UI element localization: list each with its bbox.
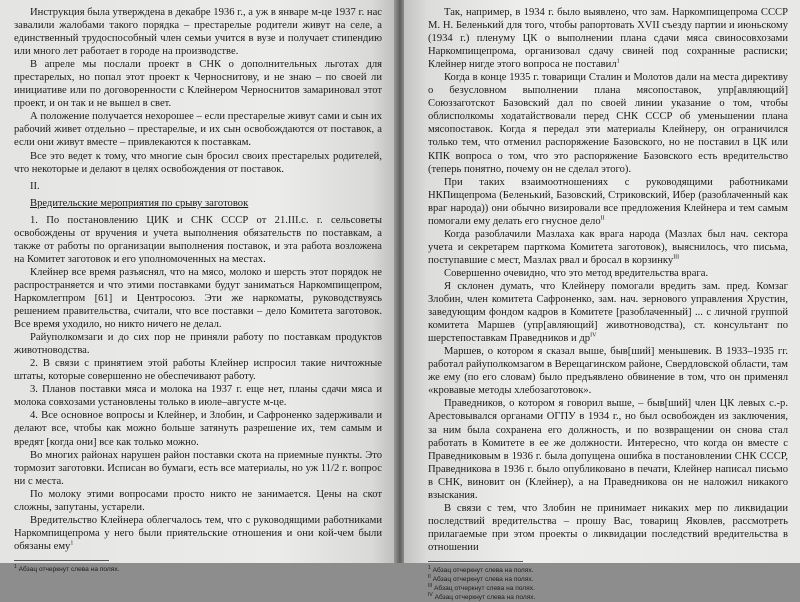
footnote-ref: II [600,215,605,222]
footnote-ref: 1 [616,58,620,65]
footnote [14,565,382,574]
footnote-text: Абзац отчеркнут слева на полях. [432,566,534,574]
footnote-text: Абзац отчеркнут слева на полях. [432,575,534,583]
right-paragraph: В связи с тем, что Злобин не принимает никаких мер по ликвидации последствий вредительства – прошу Вас, товарищ Яковлев, рассмотреть прилагаемые при этом проекты о ликвидации последствий вредительства в отношении [428,502,788,553]
left-paragraph: По молоку этими вопросами просто никто не занимается. Цены на скот сложны, запутаны, устарели. [14,488,382,513]
left-paragraph: Инструкция была утверждена в декабре 1936 г., а уж в январе м-це 1937 г. нас завалили жалобами такого порядка – престарелые родители живут на селе, а единственный трудоспособный член семьи учится в вузе и получает стипендию или много лет работает в городе на производстве. [14,7,382,58]
right-paragraph [428,280,788,345]
left-paragraph: 3. Планов поставки мяса и молока на 1937 г. еще нет, планы сдачи мяса и молока совхозами установлены только в июле–августе м-це. [14,384,382,409]
right-page [404,0,800,601]
footnote-marker: 1 [14,563,17,570]
footnote [428,566,788,575]
footnote-marker: IV [428,591,433,598]
footnote-separator [14,560,109,561]
right-paragraph [428,228,788,267]
right-paragraph: Маршев, о котором я сказал выше, быв[ший] меньшевик. В 1933–1935 гг. работал райуполкомзагом в Верещагинском районе, Свердловской области, там же ему (по его словам) было предъявлено обвинение в том, что он применял «кровавые методы хлебозаготовок». [428,346,788,397]
footnote-ref: IV [590,332,597,339]
paragraph-text: При таких взаимоотношениях с руководящими работниками НКПищепрома (Беленький, Базовский, Стриковский, Ибер (разоблаченный как враг народа)) они обычно визировали все предложения Клейнера и тем самым помогали ему делать его гнусное дело [428,176,788,227]
left-page [0,0,396,573]
right-paragraph: Совершенно очевидно, что это метод вредительства врага. [444,267,709,279]
left-paragraph: 1. По постановлению ЦИК и СНК СССР от 21.III.с. г. сельсоветы освобождены от вручения и учета выполнения обязательств по поставкам, а также от работы по организации выполнения поставок, и эта работа возложена на Комитет заготовок и его уполномоченных на местах. [14,214,382,265]
left-paragraph [14,514,382,553]
paragraph-text: Вредительство Клейнера облегчалось тем, что с руководящими работниками Наркомпищепрома у него были приятельские отношения и они кой-чем были обязаны ему [14,514,382,552]
paragraph-text: Так, например, в 1934 г. было выявлено, что зам. Наркомпищепрома СССР М. Н. Беленький для того, чтобы рапортовать XVII съезду партии и июньскому (1934 г.) пленуму ЦК о выполнении плана сдачи мяса свиносовхозами Наркомпищепрома, организовал сдачу свиней под сохранные расписки; Клейнер нигде этого вопроса не поставил [428,7,788,71]
left-paragraph: А положение получается нехорошее – если престарелые живут сами и сын их рабочий живет отдельно – престарелые, и их сын освобождаются от поставок, а если они живут вместе – привлекаются к поставкам. [14,111,382,149]
footnote-text: Абзац отчеркнут слева на полях. [434,584,535,592]
left-paragraph: Клейнер все время разъяснял, что на мясо, молоко и шерсть этот порядок не распространяется и что этими поставками будут заниматься Наркомпищепром, Наркомлегпром [61] и Центросоюз. Эти же наркоматы, руководствуясь решением правительства, считали, что все поставки – дело Комитета заготовок. Все время уходило, но никто ничего не делал. [14,266,382,331]
footnote-marker: 1 [428,564,431,571]
section-title: Вредительские мероприятия по срыву заготовок [30,197,249,209]
footnote [428,593,788,602]
left-paragraph: 2. В связи с принятием этой работы Клейнер испросил такие ничтожные штаты, которые совершенно не обеспечивают работу. [14,358,382,383]
left-paragraph: Райуполкомзаги и до сих пор не приняли работу по поставкам продуктов животноводства. [14,332,382,357]
right-paragraph [428,176,788,228]
paragraph-text: Когда разоблачили Мазлаха как врага народа (Мазлах был нач. сектора учета и секретарем парткома Комитета заготовок), выяснилось, что письма, поступавшие с мест, Мазлах рвал и бросал в корзинку [428,228,788,266]
right-paragraph: Когда в конце 1935 г. товарищи Сталин и Молотов дали на места директиву о безусловном выполнении плана мясопоставок, упр[авляющий] Союззаготскот Базовский дал по своей линии указание о том, чтобы облисполкомы ходатайствовали перед СНК СССР об уменьшении плана мясопоставок. Когда я передал эти материалы Клейнеру, он ограничился только тем, что отменил распоряжение Базовского, но не поставил в ЦК или КПК вопроса о том, что это распоряжение Базовского есть вредительство (теперь понятно, почему он не сделал этого). [428,72,788,175]
left-paragraph: Все это ведет к тому, что многие сын бросил своих престарелых родителей, что некоторые и делают в целях освобождения от поставок. [14,150,382,175]
left-paragraph: 4. Все основное вопросы и Клейнер, и Злобин, и Сафроненко задерживали и делают все, чтобы как можно больше затянуть разрешение их, тем самым и вредят [когда они] все как только можно. [14,410,382,448]
paragraph-text: Я склонен думать, что Клейнеру помогали вредить зам. пред. Комзаг Злобин, член комитета Сафроненко, зам. нач. зернового управления Хрустин, заведующим фондом кадров в Комитете [разоблаченный] ... с личной группой комитета Маршев (упр[авляющий] животноводства), ст. консультант по шерстепоставкам Праведников и др [428,280,788,345]
footnote-text: Абзац отчеркнут слева на полях. [18,565,120,573]
footnote [428,575,788,584]
footnote-text: Абзац отчеркнут слева на полях. [434,593,536,601]
right-paragraph [428,6,788,71]
left-paragraph: В апреле мы послали проект в СНК о дополнительных льготах для престарелых, но попал этот проект к Черноснитову, и не знаю – по своей ли инициативе или по договоренности с Клейнером Черноснитов замариновал этот проект, и он так и не вышел в свет. [14,59,382,110]
section-number: II. [30,180,40,192]
footnote-marker: III [428,582,433,589]
footnote [428,584,788,593]
footnote-ref: III [673,254,680,261]
left-paragraph: Во многих районах нарушен район поставки скота на приемные пункты. Это тормозит заготовки. Исписан во бумаги, есть все материалы, но уж 11/2 г. вопрос ни с места. [14,449,382,487]
footnote-marker: II [428,573,431,580]
footnote-separator [428,561,523,562]
right-paragraph: Праведников, о котором я говорил выше, – быв[ший] член ЦК левых с.-р. Арестовывался органами ОГПУ в 1934 г., но был освобожден из заключения, за ним была сохранена его должность, и по возвращении он снова стал работать в Комитете в ее же должности. Интересно, что когда он вместе с Праведниковым в 1936 г. была допущена ошибка в постановлении СНК СССР, Праведникова в 1936 г. было опубликовано в печати, Клейнер написал письмо в СНК, виновит он (Клейнер), а на Праведникова он не наложил никакого взыскания. [428,398,788,501]
footnote-ref: 1 [70,540,74,547]
